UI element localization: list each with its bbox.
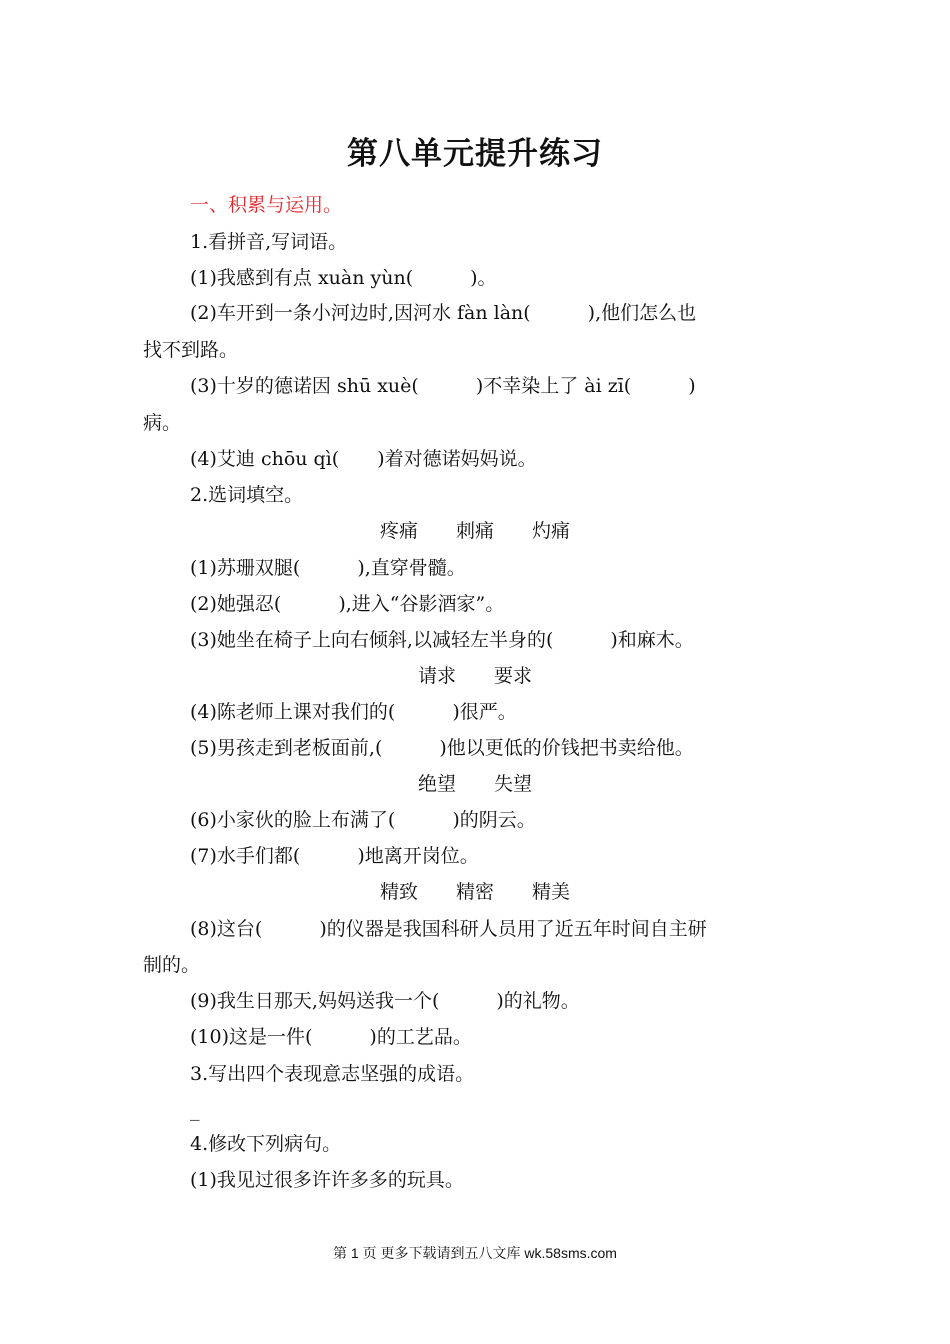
question-2-item-10: (10)这是一件( )的工艺品。 — [190, 1026, 472, 1048]
section-heading: 一、积累与运用。 — [190, 194, 343, 216]
word-choices-1: 疼痛 刺痛 灼痛 — [379, 520, 570, 542]
page-title: 第八单元提升练习 — [347, 136, 603, 172]
question-2-item-1: (1)苏珊双腿( ),直穿骨髓。 — [190, 557, 466, 579]
question-4-item-1: (1)我见过很多许许多多的玩具。 — [190, 1169, 464, 1191]
question-2-item-3: (3)她坐在椅子上向右倾斜,以减轻左半身的( )和麻木。 — [190, 629, 694, 651]
question-1-item-2: (2)车开到一条小河边时,因河水 fàn làn( ),他们怎么也 — [190, 302, 697, 324]
answer-blank: _ — [190, 1099, 200, 1121]
question-1-item-1: (1)我感到有点 xuàn yùn( )。 — [190, 267, 497, 289]
question-1-item-3: (3)十岁的德诺因 shū xuè( )不幸染上了 ài zī( ) — [190, 375, 696, 397]
question-2-item-2: (2)她强忍( ),进入“谷影酒家”。 — [190, 593, 505, 615]
question-2-label: 2.选词填空。 — [190, 484, 304, 506]
question-1-item-3-cont: 病。 — [143, 412, 182, 434]
question-2-item-9: (9)我生日那天,妈妈送我一个( )的礼物。 — [190, 990, 580, 1012]
question-3-label: 3.写出四个表现意志坚强的成语。 — [190, 1063, 475, 1085]
question-4-label: 4.修改下列病句。 — [190, 1133, 342, 1155]
question-2-item-5: (5)男孩走到老板面前,( )他以更低的价钱把书卖给他。 — [190, 737, 694, 759]
question-1-item-2-cont: 找不到路。 — [143, 339, 239, 361]
question-1-item-4: (4)艾迪 chōu qì( )着对德诺妈妈说。 — [190, 448, 537, 470]
word-choices-3: 绝望 失望 — [417, 773, 532, 795]
question-2-item-7: (7)水手们都( )地离开岗位。 — [190, 845, 479, 867]
question-1-label: 1.看拼音,写词语。 — [190, 231, 348, 253]
question-2-item-6: (6)小家伙的脸上布满了( )的阴云。 — [190, 809, 536, 831]
page-footer: 第 1 页 更多下载请到五八文库 wk.58sms.com — [333, 1245, 617, 1261]
word-choices-2: 请求 要求 — [417, 665, 532, 687]
word-choices-4: 精致 精密 精美 — [379, 881, 570, 903]
question-2-item-8-cont: 制的。 — [143, 954, 201, 976]
question-2-item-4: (4)陈老师上课对我们的( )很严。 — [190, 701, 517, 723]
question-2-item-8: (8)这台( )的仪器是我国科研人员用了近五年时间自主研 — [190, 918, 707, 940]
